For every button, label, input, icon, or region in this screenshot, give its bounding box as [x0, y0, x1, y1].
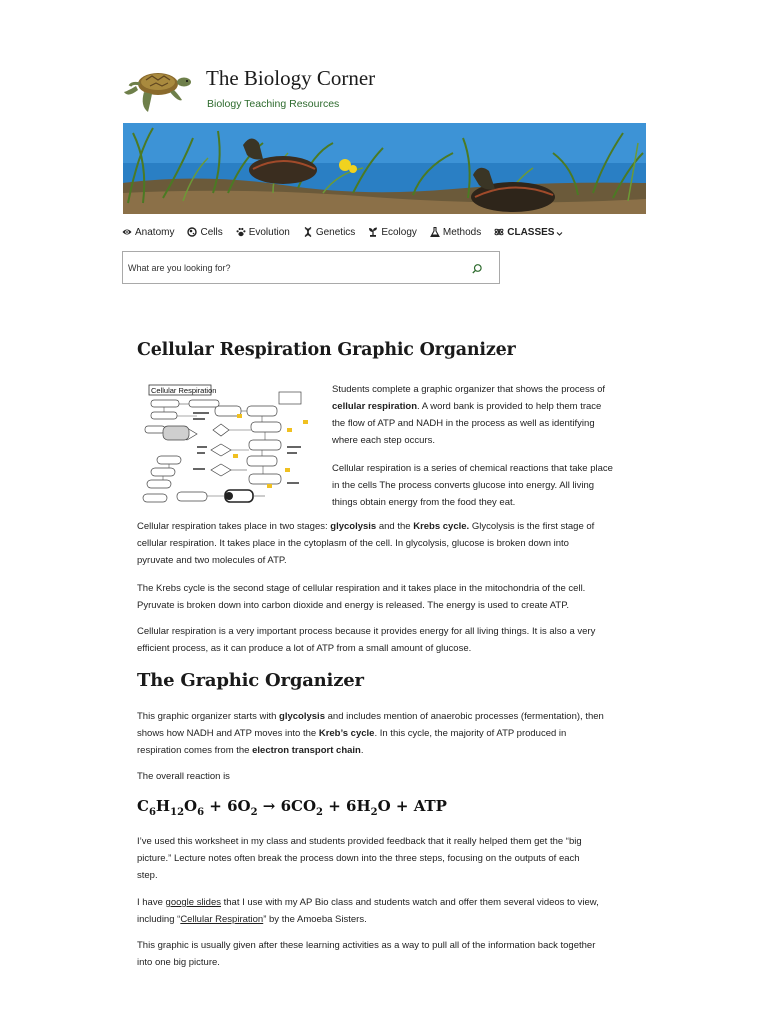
- eq-part: O: [184, 797, 198, 815]
- intro-paragraph-2: [332, 460, 642, 511]
- eq-subscript: 2: [316, 807, 324, 818]
- intro1-line: . A word bank is provided to help them trace: [417, 401, 602, 412]
- nav-item-evolution[interactable]: [236, 227, 290, 238]
- search-input[interactable]: [128, 259, 458, 277]
- intro1-line: the flow of ATP and NADH in the process as well as identifying: [332, 418, 595, 429]
- intro1-line: where each step occurs.: [332, 435, 435, 446]
- paragraph-krebs: [137, 580, 642, 614]
- nav-item-label: Anatomy: [135, 226, 175, 238]
- bold-term: Krebs cycle.: [413, 521, 470, 532]
- nav-item-genetics[interactable]: [303, 227, 355, 238]
- atom-icon: [494, 227, 504, 237]
- turtle-logo[interactable]: [122, 62, 194, 116]
- main-nav: [122, 224, 576, 240]
- intro1-bold: cellular respiration: [332, 401, 418, 412]
- text-span: This graphic organizer starts with: [137, 711, 280, 722]
- text-span: . In this cycle, the majority of ATP produced in: [374, 728, 567, 739]
- intro1-line: Students complete a graphic organizer that shows the process of: [332, 384, 606, 395]
- eq-part: H: [155, 797, 171, 815]
- eq-subscript: 6: [148, 807, 156, 818]
- respiration-equation: [137, 797, 447, 818]
- paragraph-stages: [137, 518, 642, 569]
- cellular-respiration-video-link[interactable]: Cellular Respiration: [180, 914, 264, 925]
- text-span: I have: [137, 897, 166, 908]
- nav-item-label: Evolution: [248, 226, 290, 238]
- text-span: .: [360, 745, 364, 756]
- chevron-down-icon: [556, 229, 563, 236]
- nav-item-label: CLASSES: [507, 226, 555, 238]
- text-span: The overall reaction is: [137, 771, 230, 782]
- paragraph-slides: [137, 894, 642, 928]
- search-button[interactable]: [471, 262, 483, 274]
- text-span: efficient process, as it can produce a lot of ATP from a small amount of glucose.: [137, 643, 472, 654]
- text-span: that I use with my AP Bio class and students watch and offer them several videos to view,: [221, 897, 599, 908]
- eq-part: + 6H: [323, 797, 371, 815]
- nav-item-label: Cells: [200, 226, 223, 238]
- text-span: and includes mention of anaerobic processes (fermentation), then: [324, 711, 604, 722]
- text-span: picture.” Lecture notes often break the process down into the three steps, focusing on the outputs of each: [137, 853, 580, 864]
- bold-term: Kreb’s cycle: [318, 728, 375, 739]
- paragraph-overall-reaction: [137, 768, 642, 785]
- graphic-organizer-thumbnail[interactable]: [137, 382, 317, 512]
- section-title-graphic-organizer: The Graphic Organizer: [137, 670, 364, 691]
- intro2-line: in the cells The process converts glucose into energy. All living: [332, 480, 595, 491]
- site-header: [122, 60, 642, 120]
- text-span: respiration comes from the: [137, 745, 253, 756]
- eye-icon: [122, 227, 132, 237]
- text-span: The Krebs cycle is the second stage of cellular respiration and it takes place in the mitochondria of the cell.: [137, 583, 586, 594]
- text-span: into one big picture.: [137, 957, 220, 968]
- eq-part: O + ATP: [377, 797, 447, 815]
- text-span: shows how NADH and ATP moves into the: [137, 728, 319, 739]
- site-title[interactable]: The Biology Corner: [206, 66, 376, 90]
- nav-item-ecology[interactable]: [368, 227, 417, 238]
- eq-subscript: 2: [370, 807, 378, 818]
- text-span: and the: [376, 521, 414, 532]
- paw-icon: [236, 227, 246, 237]
- intro-paragraph-1: [332, 381, 642, 449]
- bold-term: electron transport chain: [252, 745, 361, 756]
- text-span: Pyruvate is broken down into carbon dioxide and energy is released. The energy is used to create ATP.: [137, 600, 569, 611]
- bold-term: glycolysis: [279, 711, 325, 722]
- eq-subscript: 6: [197, 807, 205, 818]
- page-title: Cellular Respiration Graphic Organizer: [137, 340, 516, 360]
- nav-item-label: Ecology: [381, 226, 417, 238]
- text-span: cellular respiration. It takes place in the cytoplasm of the cell. In glycolysis, glucose is broken down into: [137, 538, 569, 549]
- intro2-line: Cellular respiration is a series of chemical reactions that take place: [332, 463, 613, 474]
- eq-part: C: [137, 797, 149, 815]
- bold-term: glycolysis: [330, 521, 377, 532]
- text-span: This graphic is usually given after these learning activities as a way to pull all of the information back together: [137, 940, 596, 951]
- nav-item-methods[interactable]: [430, 227, 481, 238]
- paragraph-organizer: [137, 708, 642, 759]
- paragraph-summary: [137, 937, 642, 971]
- search-box: [122, 251, 500, 284]
- search-icon: [471, 263, 483, 275]
- nav-item-anatomy[interactable]: [122, 227, 174, 238]
- paragraph-importance: [137, 623, 642, 657]
- text-span: Glycolysis is the first stage of: [469, 521, 595, 532]
- google-slides-link[interactable]: google slides: [165, 897, 221, 908]
- eq-subscript: 2: [250, 807, 258, 818]
- flask-icon: [430, 227, 440, 237]
- dna-icon: [303, 227, 313, 237]
- text-span: Cellular respiration is a very important process because it provides energy for all living things. It is also a very: [137, 626, 596, 637]
- site-tagline: Biology Teaching Resources: [207, 98, 340, 110]
- text-span: step.: [137, 870, 158, 881]
- plant-icon: [368, 227, 378, 237]
- nav-item-classes[interactable]: [494, 227, 563, 238]
- cells-icon: [187, 227, 197, 237]
- eq-part: → 6CO: [257, 797, 317, 815]
- text-span: pyruvate and two molecules of ATP.: [137, 555, 287, 566]
- text-span: ” by the Amoeba Sisters.: [263, 914, 367, 925]
- text-span: I’ve used this worksheet in my class and students provided feedback that it really helped them get the “big: [137, 836, 582, 847]
- eq-subscript: 12: [170, 807, 185, 818]
- text-span: including “: [137, 914, 181, 925]
- header-banner-image: [123, 123, 646, 214]
- nav-item-cells[interactable]: [187, 227, 222, 238]
- intro2-line: things obtain energy from the food they eat.: [332, 497, 516, 508]
- figure-title: Cellular Respiration: [151, 386, 217, 395]
- nav-item-label: Genetics: [315, 226, 356, 238]
- nav-item-label: Methods: [442, 226, 482, 238]
- text-span: Cellular respiration takes place in two stages:: [137, 521, 331, 532]
- paragraph-worksheet: [137, 833, 642, 884]
- eq-part: + 6O: [204, 797, 251, 815]
